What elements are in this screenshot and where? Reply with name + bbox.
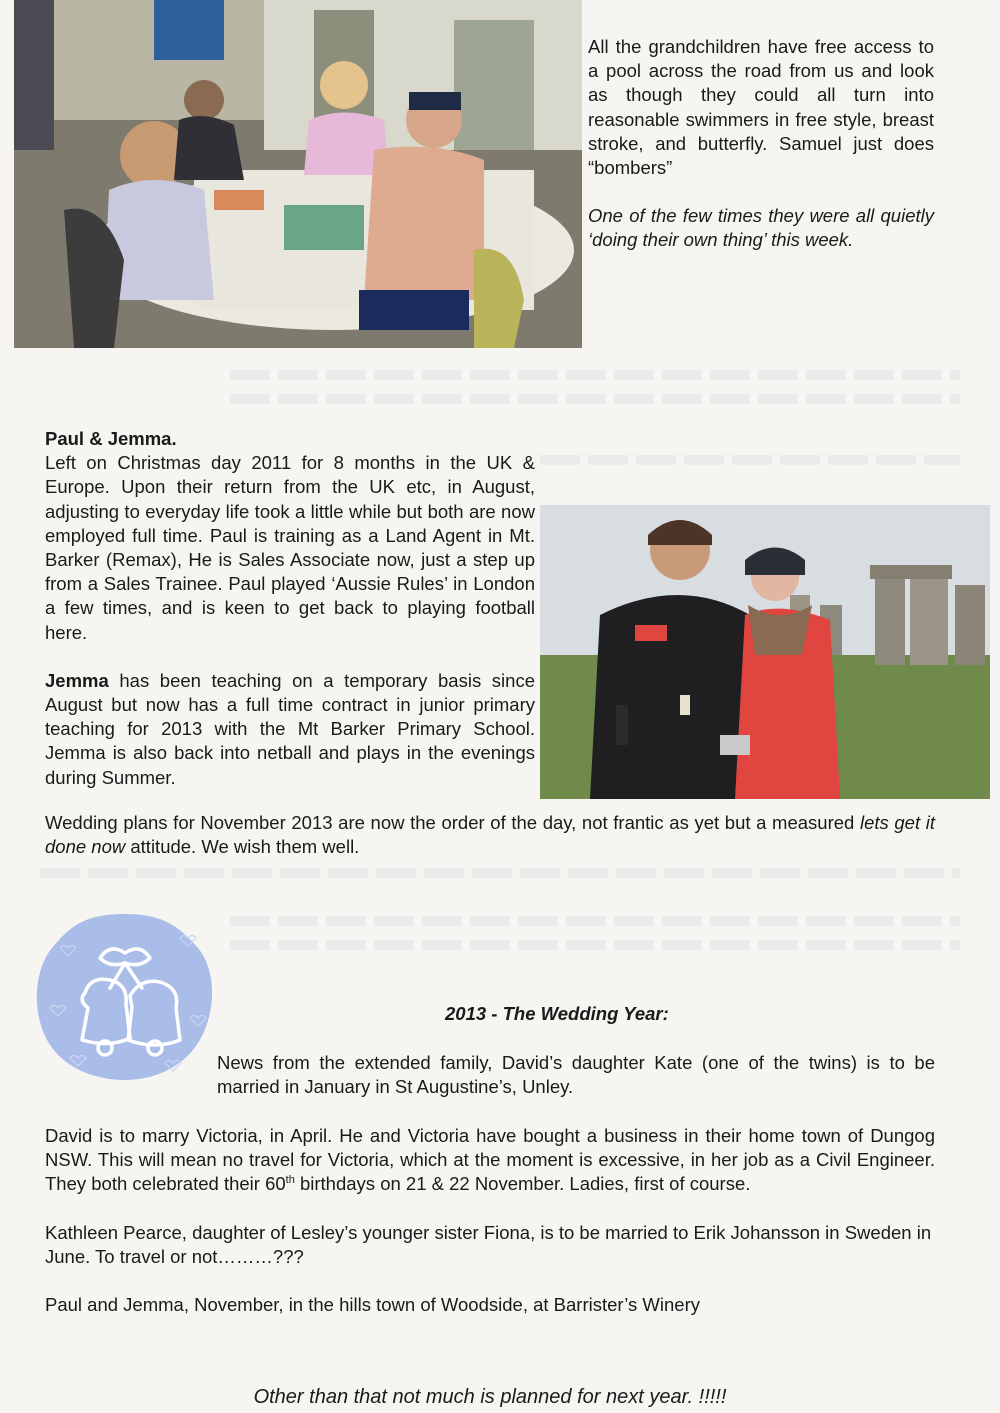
wedding-plans-text-end: attitude. We wish them well. (125, 836, 360, 858)
wedding-bells-icon (30, 908, 220, 1084)
photo-paul-jemma-image (540, 505, 990, 799)
wedding-year-heading: 2013 - The Wedding Year: (445, 1003, 669, 1024)
section-heading-paul-jemma: Paul & Jemma. (45, 428, 177, 449)
photo-caption: One of the few times they were all quietly ‘doing their own thing’ this week. (588, 205, 934, 251)
photo-grandchildren-image (14, 0, 582, 348)
intro-section (588, 35, 934, 253)
david-paragraph (45, 1124, 935, 1197)
wedding-plans-text-start: Wedding plans for November 2013 are now the order of the day, not frantic as yet but a measured (45, 812, 860, 833)
bleed-through-line (230, 370, 960, 380)
wedding-bells-graphic (30, 908, 220, 1084)
wedding-year-heading-wrap (445, 1002, 745, 1026)
kate-paragraph: News from the extended family, David’s daughter Kate (one of the twins) is to be married in January in St Augustine’s, Unley. (217, 1052, 935, 1098)
paul-paragraph: Left on Christmas day 2011 for 8 months in the UK & Europe. Upon their return from the UK etc, in August, adjusting to everyday life took a little while but both are now employed full time. Paul is training as a Land Agent in Mt. Barker (Remax), He is Sales Associate now, just a step up from a Sales Trainee. Paul played ‘Aussie Rules’ in London a few times, and is keen to get back to playing football here. (45, 452, 535, 643)
wedding-plans-italic: lets get it done now (45, 812, 935, 858)
bleed-through-line (230, 916, 960, 926)
jemma-name: Jemma (45, 669, 109, 691)
wedding-plans-section (45, 811, 935, 859)
photo-paul-jemma (540, 505, 990, 799)
david-paragraph-text-end: birthdays on 21 & 22 November. Ladies, first of course. (294, 1173, 751, 1195)
intro-paragraph: All the grandchildren have free access to a pool across the road from us and look as though they could all turn into reasonable swimmers in free style, breast stroke, and butterfly. Samuel just does “bombers” (588, 36, 934, 179)
jemma-paragraph-text: has been teaching on a temporary basis since August but now has a full time contract in junior primary teaching for 2013 with the Mt Barker Primary School. Jemma is also back into netball and plays in the evenings during Summer. (45, 669, 535, 788)
closing-section (45, 1385, 935, 1409)
paul-jemma-section (45, 427, 535, 790)
kathleen-paragraph: Kathleen Pearce, daughter of Lesley’s younger sister Fiona, is to be married to Erik Johansson in Sweden in June. To travel or not………??? (45, 1221, 932, 1267)
closing-line: Other than that not much is planned for next year. !!!!! (253, 1386, 727, 1408)
david-paragraph-text: David is to marry Victoria, in April. He and Victoria have bought a business in their home town of Dungog NSW. This will mean no travel for Victoria, which at the moment is excessive, in her job as a Civil Engineer. They both celebrated their 60 (45, 1125, 935, 1195)
bleed-through-line (230, 394, 960, 404)
wedding-plans-paragraph (45, 811, 935, 859)
paul-jemma-wedding-paragraph: Paul and Jemma, November, in the hills town of Woodside, at Barrister’s Winery (45, 1294, 700, 1316)
family-news-section (45, 1124, 935, 1317)
bleed-through-line (40, 868, 960, 878)
bleed-through-line (230, 940, 960, 950)
photo-grandchildren (14, 0, 582, 348)
bleed-through-line (540, 455, 960, 465)
ordinal-suffix: th (285, 1174, 295, 1187)
jemma-paragraph (45, 669, 535, 790)
extended-family-section (217, 1051, 935, 1099)
